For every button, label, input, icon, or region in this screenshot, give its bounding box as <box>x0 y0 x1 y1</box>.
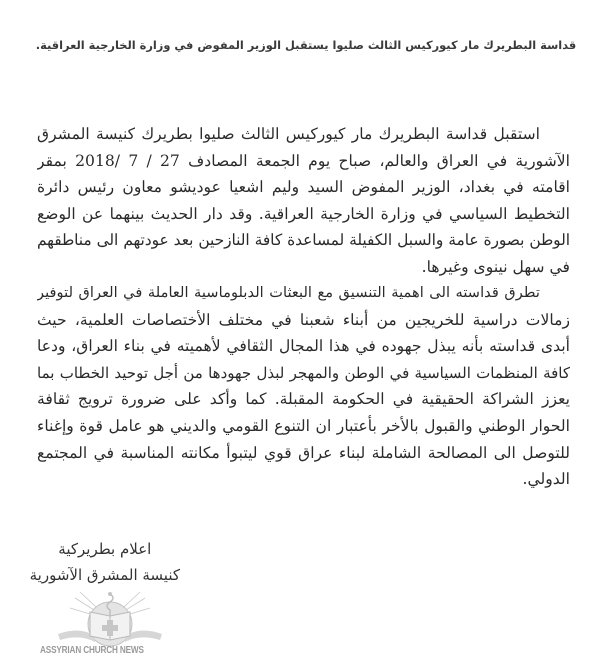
signature-line-2: كنيسة المشرق الآشورية <box>29 566 180 584</box>
article-title: قداسة البطريرك مار كيوركيس الثالث صليوا يستقبل الوزير المفوض في وزارة الخارجية العراقية. <box>35 38 577 52</box>
text-line: زمالات دراسية للخريجين من أبناء شعبنا في مختلف الأختصاصات العلمية، حيث <box>37 310 570 329</box>
text-line: الآشورية في العراق والعالم، صباح يوم الجمعة المصادف 27 / 7 /2018 بمقر <box>37 151 570 170</box>
text-line: الحوار الوطني والقبول بالأخر بأعتبار ان التنوع القومي والديني هو عامل قوة وإغناء <box>37 417 570 436</box>
text-line: تطرق قداسته الى اهمية التنسيق مع البعثات الدبلوماسية العاملة في العراق لتوفير <box>37 284 540 302</box>
text-line: يعزز الشراكة الحقيقية في الحكومة المقبلة. كما وأكد على ضرورة ترويج ثقافة <box>37 390 570 409</box>
paragraph-1 <box>37 121 570 280</box>
text-line: أبدى قداسته بأنه يبذل جهوده في هذا المجال الثقافي لأهميته في بناء العراق، ودعا <box>37 337 570 356</box>
text-line: اقامته في بغداد، الوزير المفوض السيد وليم اشعيا عوديشو معاون رئيس دائرة <box>37 178 570 197</box>
text-line: الدولي. <box>522 470 570 489</box>
article-body <box>37 121 570 493</box>
text-line: في سهل نينوى وغيرها. <box>421 257 570 276</box>
signature-line-1: اعلام بطريركية <box>58 540 152 558</box>
text-line: الوطن بصورة عامة والسبل الكفيلة لمساعدة كافة النازحين بعد عودتهم الى مناطقهم <box>37 231 570 250</box>
text-line: استقبل قداسة البطريرك مار كيوركيس الثالث صليوا بطريرك كنيسة المشرق <box>37 125 540 143</box>
text-line: كافة المنظمات السياسية في الوطن والمهجر لبذل جهودها من أجل توحيد الخطاب بما <box>37 363 570 382</box>
text-line: للتوصل الى المصالحة الشاملة لبناء عراق قوي ليتبوأ مكانته المناسبة في المجتمع <box>37 443 570 462</box>
text-line: التخطيط السياسي في وزارة الخارجية العراقية. وقد دار الحديث بينهما عن الوضع <box>37 204 570 223</box>
paragraph-2 <box>37 280 570 492</box>
signature-block <box>30 536 180 588</box>
watermark-text: ASSYRIAN CHURCH NEWS <box>40 644 144 656</box>
